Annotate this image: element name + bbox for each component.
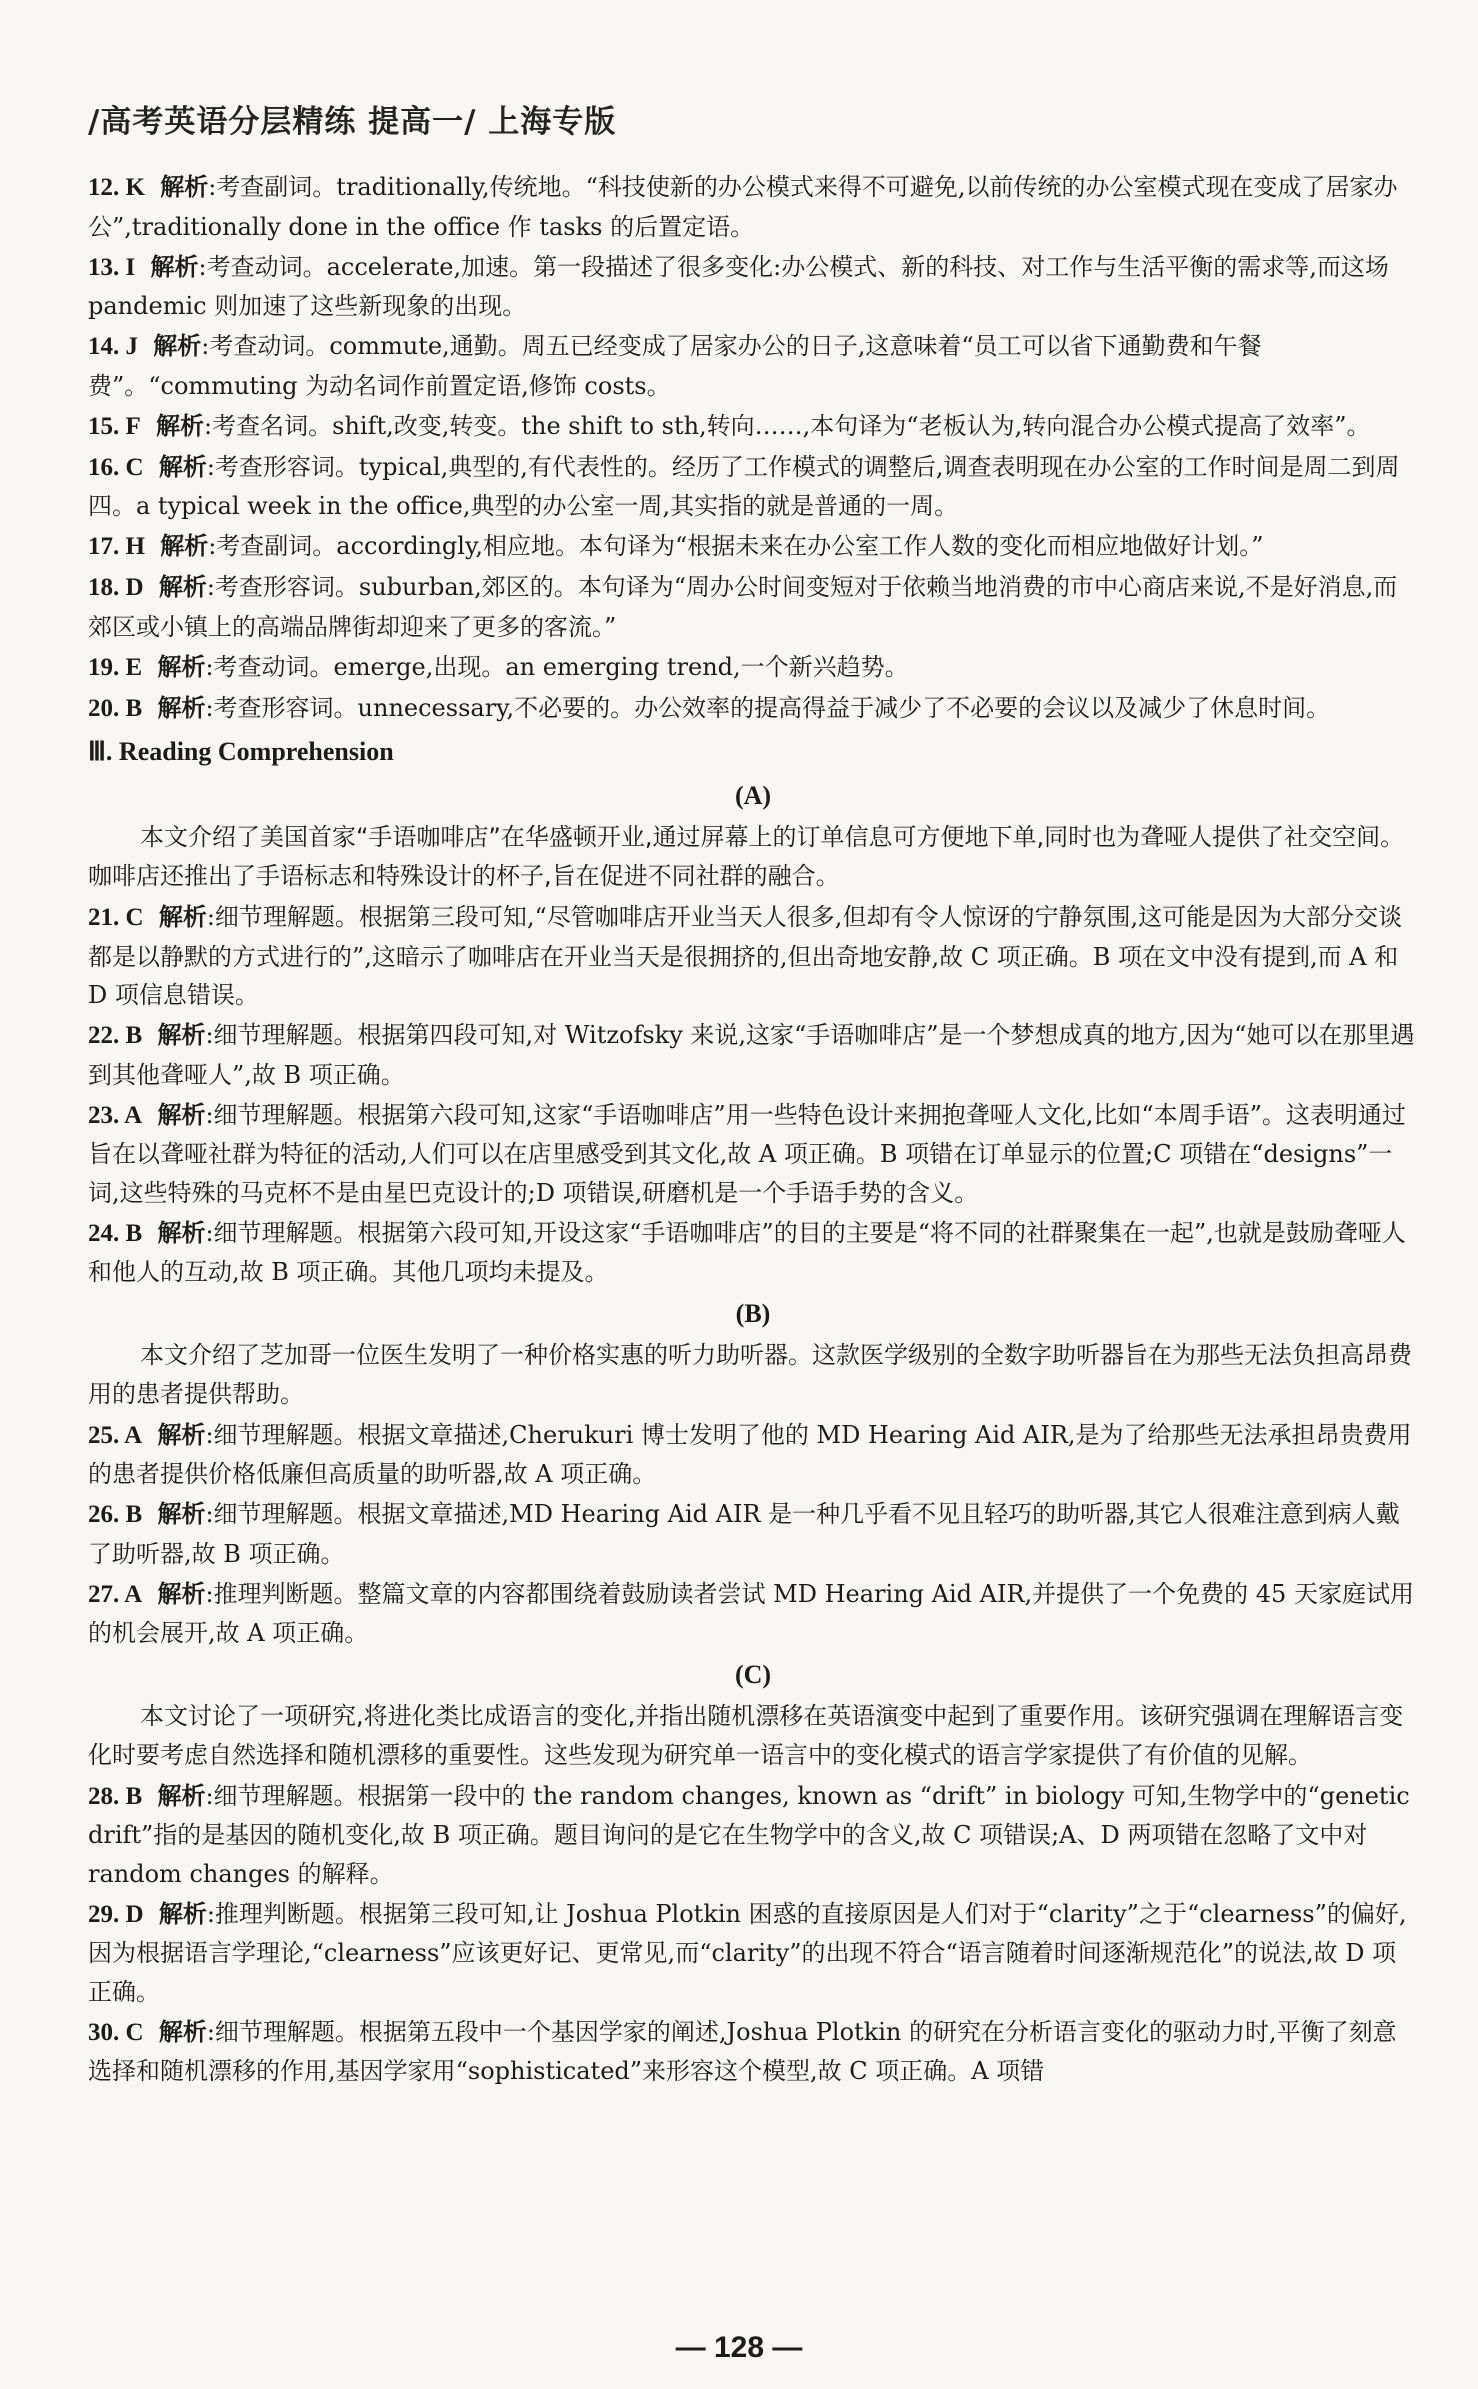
analysis-text: :细节理解题。根据第六段可知,开设这家“手语咖啡店”的目的主要是“将不同的社群聚集在一起”,也就是鼓励聋哑人和他人的互动,故 B 项正确。其他几项均未提及。: [88, 1218, 1406, 1286]
part-b-label: (B): [735, 1298, 771, 1328]
analysis-text: :考查动词。commute,通勤。周五已经变成了居家办公的日子,这意味着“员工可以省下通勤费和午餐费”。“commuting 为动名词作前置定语,修饰 costs。: [88, 332, 1262, 400]
analysis-label: 解析: [157, 1499, 206, 1528]
answer-number: 25. A: [88, 1421, 143, 1449]
part-c-label: (C): [734, 1659, 772, 1689]
answer-number: 26. B: [88, 1501, 143, 1528]
vocab-answers: [88, 168, 1418, 728]
answer-explanations: [88, 168, 1418, 2092]
answer-number: 13. I: [88, 253, 136, 281]
analysis-label: 解析: [157, 1780, 206, 1810]
analysis-text: :考查动词。emerge,出现。an emerging trend,一个新兴趋势。: [205, 652, 909, 681]
part-a-answers: [88, 898, 1418, 1292]
analysis-text: :考查动词。accelerate,加速。第一段描述了很多变化:办公模式、新的科技、对工作与生活平衡的需求等,而这场 pandemic 则加速了这些新现象的出现。: [88, 252, 1389, 320]
analysis-label: 解析: [157, 1217, 206, 1247]
analysis-text: :细节理解题。根据文章描述,MD Hearing Aid AIR 是一种几乎看不见且轻巧的助听器,其它人很难注意到病人戴了助听器,故 B 项正确。: [88, 1500, 1400, 1568]
answer-item: [88, 568, 1418, 646]
part-c-answers: [88, 1777, 1418, 2091]
answer-item: [88, 327, 1418, 405]
answer-number: 16. C: [88, 453, 144, 481]
analysis-label: 解析: [150, 251, 199, 281]
answer-number: 28. B: [88, 1782, 143, 1810]
answer-number: 24. B: [88, 1219, 143, 1247]
analysis-text: :细节理解题。根据第一段中的 the random changes, known as “drift” in biology 可知,生物学中的“genetic drift”指的是基因的随机变化,故 B 项正确。题目询问的是它在生物学中的含义,故 C 项错误;A、D 两项错在忽略了文中对 random changes 的解释。: [88, 1781, 1410, 1888]
answer-item: [88, 1895, 1418, 2012]
analysis-text: :细节理解题。根据第五段中一个基因学家的阐述,Joshua Plotkin 的研究在分析语言变化的驱动力时,平衡了刻意选择和随机漂移的作用,基因学家用“sophisticated”来形容这个模型,故 C 项正确。A 项错: [88, 2017, 1397, 2085]
answer-item: [88, 168, 1418, 246]
answer-item: [88, 407, 1418, 447]
analysis-text: :考查名词。shift,改变,转变。the shift to sth,转向……,本句译为“老板认为,转向混合办公模式提高了效率”。: [204, 411, 1371, 440]
analysis-text: :考查副词。accordingly,相应地。本句译为“根据未来在办公室工作人数的变化而相应地做好计划。”: [208, 532, 1264, 560]
answer-item: [88, 527, 1418, 567]
answer-number: 15. F: [88, 412, 141, 440]
answer-item: [88, 648, 1418, 688]
analysis-text: :推理判断题。根据第三段可知,让 Joshua Plotkin 困惑的直接原因是人们对于“clarity”之于“clearness”的偏好,因为根据语言学理论,“clearness”应该更好记、更常见,而“clarity”的出现不符合“语言随着时间逐渐规范化”的说法,故 D 项正确。: [88, 1899, 1407, 2006]
answer-item: [88, 1096, 1418, 1213]
analysis-label: 解析: [158, 902, 207, 931]
answer-item: [88, 1575, 1418, 1653]
analysis-text: :细节理解题。根据第四段可知,对 Witzofsky 来说,这家“手语咖啡店”是一个梦想成真的地方,因为“她可以在那里遇到其他聋哑人”,故 B 项正确。: [88, 1021, 1415, 1089]
analysis-text: :细节理解题。根据文章描述,Cherukuri 博士发明了他的 MD Hearing Aid AIR,是为了给那些无法承担昂贵费用的患者提供价格低廉但高质量的助听器,故 A 项正确。: [88, 1420, 1412, 1488]
analysis-label: 解析: [157, 1020, 206, 1049]
answer-number: 21. C: [88, 904, 144, 931]
analysis-label: 解析: [160, 531, 209, 560]
analysis-text: :考查形容词。suburban,郊区的。本句译为“周办公时间变短对于依赖当地消费的市中心商店来说,不是好消息,而郊区或小镇上的高端品牌街却迎来了更多的客流。”: [88, 573, 1398, 641]
analysis-text: :考查副词。traditionally,传统地。“科技使新的办公模式来得不可避免,以前传统的办公室模式现在变成了居家办公”,traditionally done in the office 作 tasks 的后置定语。: [88, 173, 1398, 241]
analysis-label: 解析: [158, 2016, 207, 2046]
answer-number: 17. H: [88, 533, 145, 560]
answer-item: [88, 1016, 1418, 1094]
part-c-summary: 本文讨论了一项研究,将进化类比成语言的变化,并指出随机漂移在英语演变中起到了重要作用。该研究强调在理解语言变化时要考虑自然选择和随机漂移的重要性。这些发现为研究单一语言中的变化模式的语言学家提供了有价值的见解。: [88, 1701, 1404, 1769]
analysis-label: 解析: [158, 572, 207, 601]
analysis-text: :细节理解题。根据第三段可知,“尽管咖啡店开业当天人很多,但却有令人惊讶的宁静氛围,这可能是因为大部分交谈都是以静默的方式进行的”,这暗示了咖啡店在开业当天是很拥挤的,但出奇地安静,故 C 项正确。B 项在文中没有提到,而 A 和 D 项信息错误。: [88, 903, 1403, 1009]
analysis-label: 解析: [157, 651, 206, 681]
answer-number: 29. D: [88, 1900, 144, 1928]
analysis-label: 解析: [157, 692, 206, 722]
answer-item: [88, 2013, 1418, 2091]
answer-number: 19. E: [88, 653, 143, 681]
answer-number: 23. A: [88, 1101, 143, 1129]
answer-item: [88, 248, 1418, 326]
answer-item: [88, 1214, 1418, 1292]
analysis-label: 解析: [157, 1419, 206, 1449]
part-b-summary: 本文介绍了芝加哥一位医生发明了一种价格实惠的听力助听器。这款医学级别的全数字助听器旨在为那些无法负担高昂费用的患者提供帮助。: [88, 1340, 1412, 1408]
part-a-summary: 本文介绍了美国首家“手语咖啡店”在华盛顿开业,通过屏幕上的订单信息可方便地下单,同时也为聋哑人提供了社交空间。咖啡店还推出了手语标志和特殊设计的杯子,旨在促进不同社群的融合。: [88, 823, 1405, 890]
part-a-label: (A): [734, 781, 772, 810]
answer-number: 27. A: [88, 1580, 143, 1608]
answer-number: 20. B: [88, 694, 143, 722]
answer-item: [88, 689, 1418, 729]
analysis-label: 解析: [153, 331, 202, 360]
analysis-text: :推理判断题。整篇文章的内容都围绕着鼓励读者尝试 MD Hearing Aid AIR,并提供了一个免费的 45 天家庭试用的机会展开,故 A 项正确。: [88, 1579, 1414, 1647]
book-header-title: /高考英语分层精练 提高一/ 上海专版: [88, 104, 617, 140]
part-b-answers: [88, 1416, 1418, 1653]
page-number: — 128 —: [675, 2331, 803, 2364]
analysis-label: 解析: [160, 172, 209, 201]
analysis-label: 解析: [158, 1898, 207, 1928]
answer-item: [88, 898, 1418, 1015]
answer-item: [88, 1777, 1418, 1894]
answer-number: 12. K: [88, 174, 145, 201]
analysis-label: 解析: [157, 1578, 206, 1608]
answer-number: 18. D: [88, 574, 144, 601]
analysis-label: 解析: [158, 451, 207, 481]
analysis-label: 解析: [156, 410, 205, 440]
answer-item: [88, 448, 1418, 526]
answer-number: 30. C: [88, 2018, 144, 2046]
analysis-text: :考查形容词。typical,典型的,有代表性的。经历了工作模式的调整后,调查表明现在办公室的工作时间是周二到周四。a typical week in the office,典型的办公室一周,其实指的就是普通的一周。: [88, 452, 1400, 520]
analysis-text: :细节理解题。根据第六段可知,这家“手语咖啡店”用一些特色设计来拥抱聋哑人文化,比如“本周手语”。这表明通过旨在以聋哑社群为特征的活动,人们可以在店里感受到其文化,故 A 项正确。B 项错在订单显示的位置;C 项错在“designs”一词,这些特殊的马克杯不是由星巴克设计的;D 项错误,研磨机是一个手语手势的含义。: [88, 1100, 1406, 1207]
answer-item: [88, 1416, 1418, 1494]
analysis-text: :考查形容词。unnecessary,不必要的。办公效率的提高得益于减少了不必要的会议以及减少了休息时间。: [205, 693, 1331, 722]
answer-number: 14. J: [88, 333, 138, 360]
section-title: Ⅲ. Reading Comprehension: [88, 737, 394, 766]
analysis-label: 解析: [157, 1099, 206, 1129]
answer-item: [88, 1495, 1418, 1573]
answer-number: 22. B: [88, 1022, 143, 1049]
